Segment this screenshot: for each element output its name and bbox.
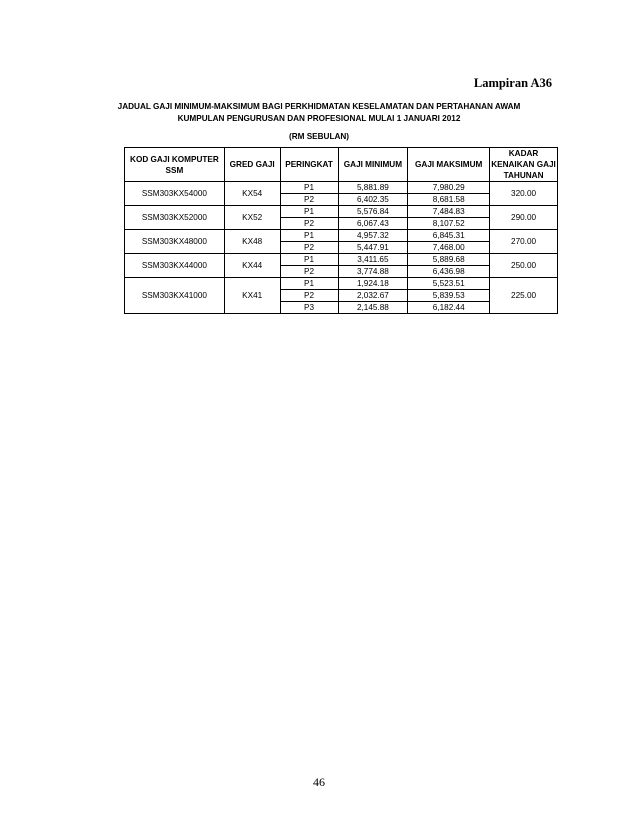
kod-gaji-cell: SSM303KX54000 xyxy=(125,182,225,206)
peringkat-cell: P1 xyxy=(280,230,338,242)
peringkat-cell: P1 xyxy=(280,206,338,218)
gaji-maksimum-cell: 5,889.68 xyxy=(408,254,490,266)
currency-unit-note: (RM SEBULAN) xyxy=(288,132,350,141)
gaji-maksimum-cell: 5,839.53 xyxy=(408,290,490,302)
kod-gaji-cell: SSM303KX41000 xyxy=(125,278,225,314)
table-row xyxy=(125,230,558,242)
kod-gaji-cell: SSM303KX44000 xyxy=(125,254,225,278)
gaji-minimum-cell: 4,957.32 xyxy=(338,230,408,242)
peringkat-cell: P1 xyxy=(280,254,338,266)
kadar-kenaikan-cell: 250.00 xyxy=(490,254,558,278)
gaji-maksimum-cell: 7,980.29 xyxy=(408,182,490,194)
peringkat-cell: P2 xyxy=(280,266,338,278)
peringkat-cell: P2 xyxy=(280,194,338,206)
kadar-kenaikan-cell: 320.00 xyxy=(490,182,558,206)
gaji-maksimum-cell: 6,845.31 xyxy=(408,230,490,242)
gaji-maksimum-cell: 8,681.58 xyxy=(408,194,490,206)
gaji-minimum-cell: 1,924.18 xyxy=(338,278,408,290)
peringkat-cell: P1 xyxy=(280,182,338,194)
table-body xyxy=(125,182,558,314)
kadar-kenaikan-cell: 290.00 xyxy=(490,206,558,230)
column-header-gaji-maksimum: GAJI MAKSIMUM xyxy=(408,148,490,182)
gaji-minimum-cell: 6,402.35 xyxy=(338,194,408,206)
gaji-minimum-cell: 6,067.43 xyxy=(338,218,408,230)
gaji-maksimum-cell: 7,484.83 xyxy=(408,206,490,218)
gaji-minimum-cell: 2,032.67 xyxy=(338,290,408,302)
kadar-kenaikan-cell: 270.00 xyxy=(490,230,558,254)
document-subtitle: KUMPULAN PENGURUSAN DAN PROFESIONAL MULAI 1 JANUARI 2012 xyxy=(177,114,461,123)
peringkat-cell: P2 xyxy=(280,290,338,302)
document-title: JADUAL GAJI MINIMUM-MAKSIMUM BAGI PERKHIDMATAN KESELAMATAN DAN PERTAHANAN AWAM xyxy=(117,102,521,111)
kod-gaji-cell: SSM303KX48000 xyxy=(125,230,225,254)
gaji-minimum-cell: 5,881.89 xyxy=(338,182,408,194)
kadar-kenaikan-cell: 225.00 xyxy=(490,278,558,314)
gaji-minimum-cell: 3,774.88 xyxy=(338,266,408,278)
gaji-minimum-cell: 5,447.91 xyxy=(338,242,408,254)
gaji-minimum-cell: 5,576.84 xyxy=(338,206,408,218)
peringkat-cell: P2 xyxy=(280,218,338,230)
gred-gaji-cell: KX41 xyxy=(224,278,280,314)
gred-gaji-cell: KX52 xyxy=(224,206,280,230)
peringkat-cell: P2 xyxy=(280,242,338,254)
gred-gaji-cell: KX54 xyxy=(224,182,280,206)
peringkat-cell: P1 xyxy=(280,278,338,290)
gaji-minimum-cell: 2,145.88 xyxy=(338,302,408,314)
gred-gaji-cell: KX44 xyxy=(224,254,280,278)
gaji-maksimum-cell: 8,107.52 xyxy=(408,218,490,230)
gaji-minimum-cell: 3,411.65 xyxy=(338,254,408,266)
table-row xyxy=(125,254,558,266)
gred-gaji-cell: KX48 xyxy=(224,230,280,254)
gaji-maksimum-cell: 6,182.44 xyxy=(408,302,490,314)
table-row xyxy=(125,182,558,194)
column-header-kadar-kenaikan: KADAR KENAIKAN GAJI TAHUNAN xyxy=(491,149,556,180)
table-row xyxy=(125,278,558,290)
column-header-kod: KOD GAJI KOMPUTER SSM xyxy=(125,148,225,182)
gaji-maksimum-cell: 7,468.00 xyxy=(408,242,490,254)
page-number: 46 xyxy=(313,775,325,789)
gaji-maksimum-cell: 6,436.98 xyxy=(408,266,490,278)
gaji-maksimum-cell: 5,523.51 xyxy=(408,278,490,290)
appendix-label: Lampiran A36 xyxy=(473,76,552,90)
column-header-gred: GRED GAJI xyxy=(224,148,280,182)
column-header-peringkat: PERINGKAT xyxy=(280,148,338,182)
column-header-gaji-minimum: GAJI MINIMUM xyxy=(338,148,408,182)
table-header-row xyxy=(125,148,558,182)
salary-table xyxy=(124,147,558,314)
kod-gaji-cell: SSM303KX52000 xyxy=(125,206,225,230)
table-row xyxy=(125,206,558,218)
peringkat-cell: P3 xyxy=(280,302,338,314)
